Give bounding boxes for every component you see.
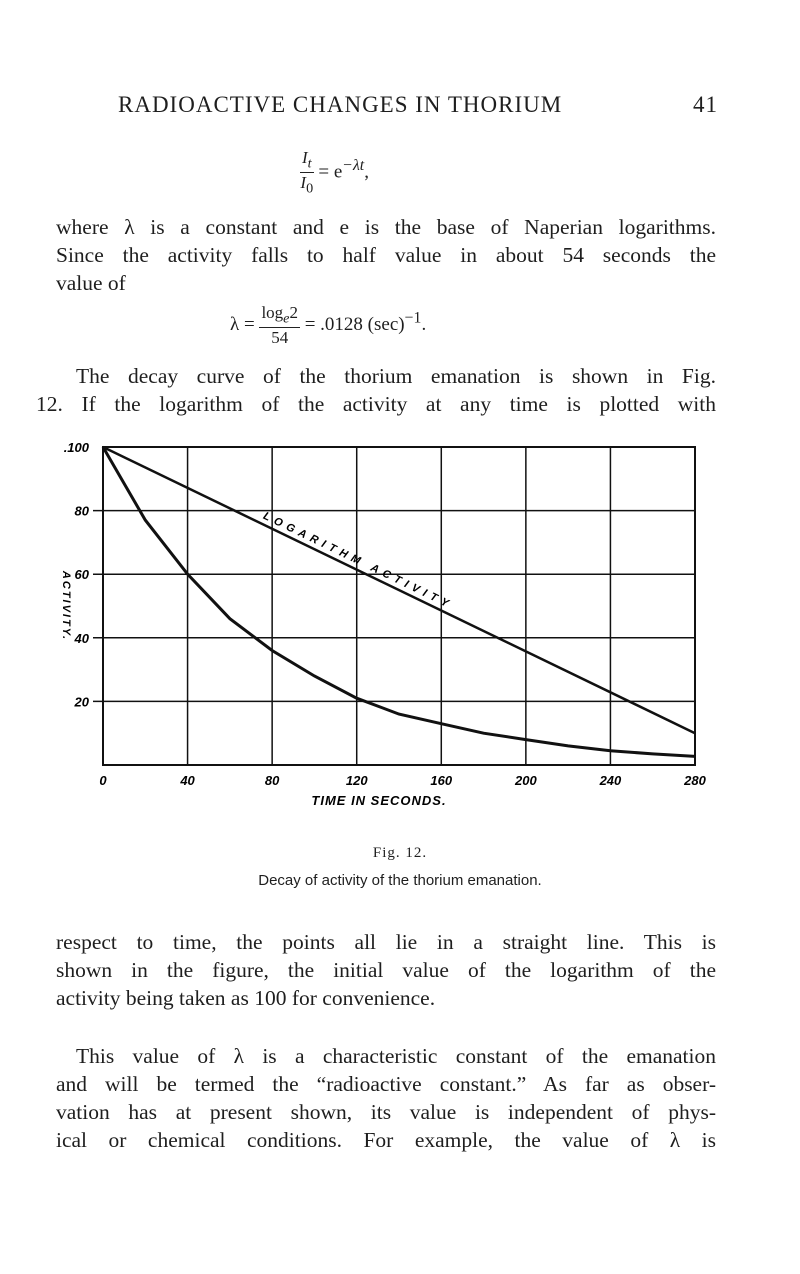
paragraph-4: This value of λ is a characteristic constant of the emanation and will be termed the “radioactive constant.” As far as obser- vation has at present shown, its value is independent of phys- ical or chemical conditions. For example, the value of λ is (56, 1044, 716, 1152)
plot-frame (103, 447, 695, 765)
x-tick-label: 240 (599, 773, 622, 788)
lambda-formula: λ = $\frac{\log_e2}{54}$ = .0128 $(\sec)^{-1}$. (230, 303, 427, 348)
y-tick-label: .100 (63, 440, 89, 455)
page-number: 41 (693, 92, 718, 117)
x-tick-label: 120 (345, 773, 368, 788)
x-tick-label: 160 (430, 773, 453, 788)
header-title: RADIOACTIVE CHANGES IN THORIUM (118, 92, 563, 117)
decay-figure (50, 425, 710, 830)
y-tick-label: 20 (74, 694, 89, 710)
decay-formula: $\frac{I_t}{I_0}$ = $e^{-\lambda t}$, (300, 148, 369, 197)
paragraph-3: respect to time, the points all lie in a straight line. This is shown in the figure, the initial value of the logarithm of the activity being taken as 100 for convenience. (56, 930, 716, 1010)
activity-curve (103, 447, 695, 756)
decay-chart (50, 425, 710, 825)
y-axis-label: ACTIVITY. (60, 570, 72, 642)
x-tick-label: 40 (180, 773, 195, 788)
y-tick-label: 40 (74, 630, 89, 646)
x-tick-label: 80 (264, 773, 280, 788)
x-tick-label: 280 (684, 773, 706, 788)
y-tick-label: 80 (74, 503, 89, 519)
x-tick-label: 0 (99, 773, 107, 788)
figure-label: Fig. 12. (372, 845, 428, 861)
y-tick-label: 60 (74, 567, 89, 583)
line-annotation: LOGARITHM ACTIVITY (261, 509, 455, 612)
paragraph-2: The decay curve of the thorium emanation is shown in Fig. 12. If the logarithm of the activity at any time is plotted with (36, 364, 716, 416)
x-tick-label: 200 (515, 773, 537, 788)
logarithm-line (103, 447, 695, 733)
figure-caption: Decay of activity of the thorium emanation. (258, 872, 542, 889)
paragraph-1: where λ is a constant and e is the base of Naperian logarithms. Since the activity falls to half value in about 54 seconds the value of (56, 215, 716, 295)
x-axis-label: TIME IN SECONDS. (311, 793, 447, 808)
